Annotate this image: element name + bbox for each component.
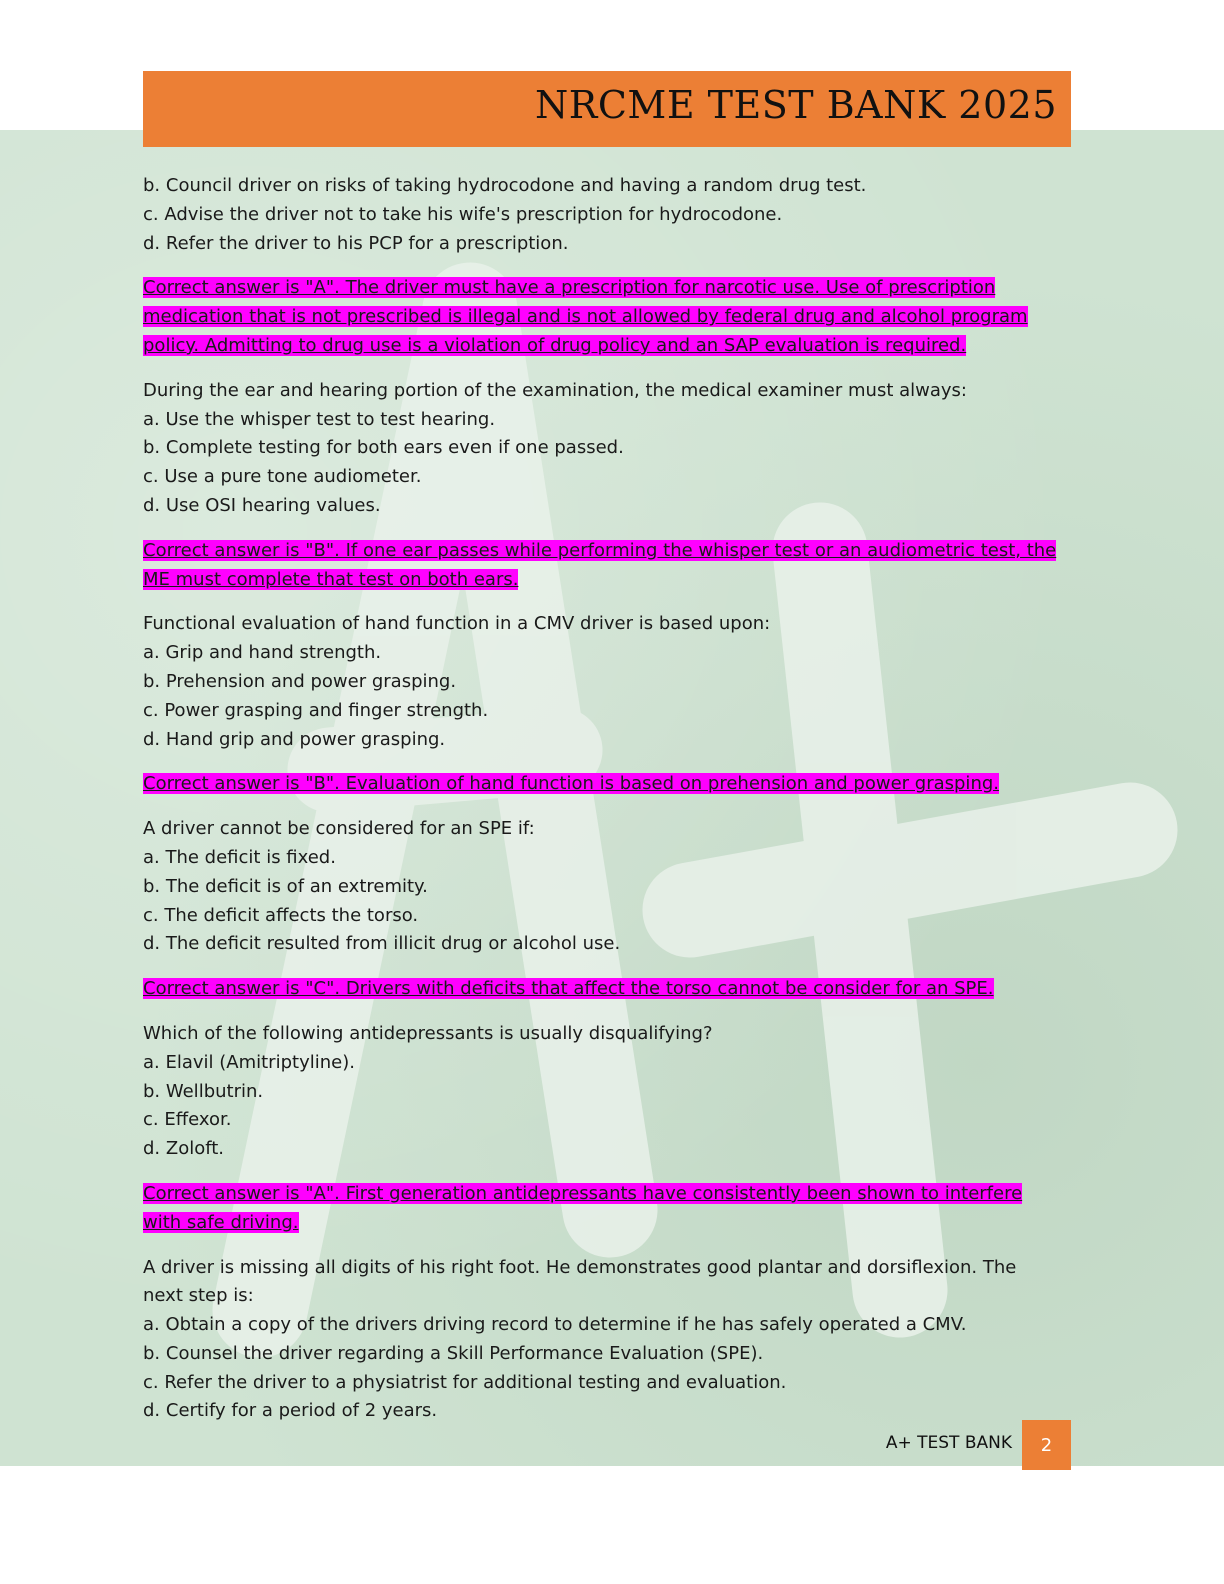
question-line [143, 1078, 1083, 1107]
question-block [143, 1254, 1083, 1427]
line-text: Correct answer is "A". First generation antidepressants have consistently been shown to interfere [143, 1182, 1023, 1204]
question-line [143, 230, 1083, 259]
question-line [143, 463, 1083, 492]
question-line [143, 1311, 1083, 1340]
line-text: a. Grip and hand strength. [143, 642, 382, 664]
question-line [143, 377, 1083, 406]
question-line [143, 1369, 1083, 1398]
question-block [143, 1020, 1083, 1164]
line-text: d. Refer the driver to his PCP for a prescription. [143, 232, 569, 254]
line-text: with safe driving. [143, 1211, 299, 1233]
line-text: c. Effexor. [143, 1109, 232, 1131]
line-text: d. Use OSI hearing values. [143, 494, 381, 516]
question-block [143, 377, 1083, 521]
question-line [143, 492, 1083, 521]
question-line [143, 639, 1083, 668]
line-text: Correct answer is "C". Drivers with deficits that affect the torso cannot be consider for an SPE. [143, 978, 994, 1000]
line-text: A driver cannot be considered for an SPE if: [143, 818, 535, 840]
header-bar [143, 71, 1071, 147]
line-text: c. Power grasping and finger strength. [143, 699, 489, 721]
question-line [143, 815, 1083, 844]
question-line [143, 201, 1083, 230]
question-line [143, 844, 1083, 873]
line-text: c. Advise the driver not to take his wife's prescription for hydrocodone. [143, 203, 783, 225]
line-text: Correct answer is "B". If one ear passes while performing the whisper test or an audiometric test, the [143, 539, 1057, 561]
line-text: medication that is not prescribed is illegal and is not allowed by federal drug and alcohol program [143, 306, 1028, 328]
answer-line [143, 566, 1083, 595]
line-text: d. The deficit resulted from illicit drug or alcohol use. [143, 933, 621, 955]
answer-line [143, 303, 1083, 332]
line-text: a. Obtain a copy of the drivers driving record to determine if he has safely operated a CMV. [143, 1314, 967, 1336]
answer-line [143, 770, 1083, 799]
question-line [143, 1135, 1083, 1164]
correct-answer-block [143, 975, 1083, 1004]
question-line [143, 1282, 1083, 1311]
correct-answer-block [143, 1180, 1083, 1238]
answer-line [143, 1209, 1083, 1238]
question-line [143, 406, 1083, 435]
question-block [143, 815, 1083, 959]
line-text: b. Wellbutrin. [143, 1080, 264, 1102]
line-text: b. The deficit is of an extremity. [143, 875, 428, 897]
answer-line [143, 332, 1083, 361]
page-number-badge [1022, 1420, 1071, 1470]
question-line [143, 172, 1083, 201]
correct-answer-block [143, 770, 1083, 799]
line-text: c. Use a pure tone audiometer. [143, 466, 422, 488]
line-text: b. Council driver on risks of taking hydrocodone and having a random drug test. [143, 175, 867, 196]
correct-answer-block [143, 537, 1083, 595]
line-text: a. Use the whisper test to test hearing. [143, 408, 496, 430]
line-text: d. Certify for a period of 2 years. [143, 1400, 438, 1422]
line-text: a. Elavil (Amitriptyline). [143, 1051, 355, 1073]
line-text: A driver is missing all digits of his right foot. He demonstrates good plantar and dorsiflexion. The [143, 1256, 1017, 1278]
page-title: NRCME TEST BANK 2025 [535, 83, 1057, 127]
line-text: next step is: [143, 1285, 254, 1307]
line-text: d. Hand grip and power grasping. [143, 728, 446, 750]
line-text: policy. Admitting to drug use is a violation of drug policy and an SAP evaluation is required. [143, 334, 967, 356]
line-text: b. Counsel the driver regarding a Skill Performance Evaluation (SPE). [143, 1342, 764, 1364]
question-line [143, 1106, 1083, 1135]
answer-line [143, 975, 1083, 1004]
line-text: d. Zoloft. [143, 1138, 225, 1160]
line-text: Correct answer is "B". Evaluation of hand function is based on prehension and power grasping. [143, 773, 999, 795]
question-line [143, 1020, 1083, 1049]
line-text: Correct answer is "A". The driver must have a prescription for narcotic use. Use of prescription [143, 277, 996, 299]
question-line [143, 1254, 1083, 1283]
answer-line [143, 1180, 1083, 1209]
line-text: b. Complete testing for both ears even if one passed. [143, 437, 624, 459]
answer-line [143, 274, 1083, 303]
question-line [143, 902, 1083, 931]
question-line [143, 434, 1083, 463]
line-text: During the ear and hearing portion of the examination, the medical examiner must always: [143, 379, 967, 401]
line-text: Functional evaluation of hand function in a CMV driver is based upon: [143, 613, 771, 635]
document-body [143, 172, 1083, 1442]
question-line [143, 697, 1083, 726]
correct-answer-block [143, 274, 1083, 360]
line-text: ME must complete that test on both ears. [143, 568, 519, 590]
question-block [143, 172, 1083, 258]
line-text: c. The deficit affects the torso. [143, 904, 419, 926]
question-line [143, 1340, 1083, 1369]
question-line [143, 668, 1083, 697]
question-line [143, 1049, 1083, 1078]
line-text: c. Refer the driver to a physiatrist for additional testing and evaluation. [143, 1371, 787, 1393]
page-number: 2 [1040, 1434, 1053, 1456]
line-text: b. Prehension and power grasping. [143, 670, 457, 692]
question-block [143, 610, 1083, 754]
question-line [143, 726, 1083, 755]
question-line [143, 1397, 1083, 1426]
question-line [143, 873, 1083, 902]
footer-label: A+ TEST BANK [885, 1433, 1012, 1453]
question-line [143, 930, 1083, 959]
question-line [143, 610, 1083, 639]
line-text: Which of the following antidepressants is usually disqualifying? [143, 1022, 713, 1044]
answer-line [143, 537, 1083, 566]
line-text: a. The deficit is fixed. [143, 846, 336, 868]
